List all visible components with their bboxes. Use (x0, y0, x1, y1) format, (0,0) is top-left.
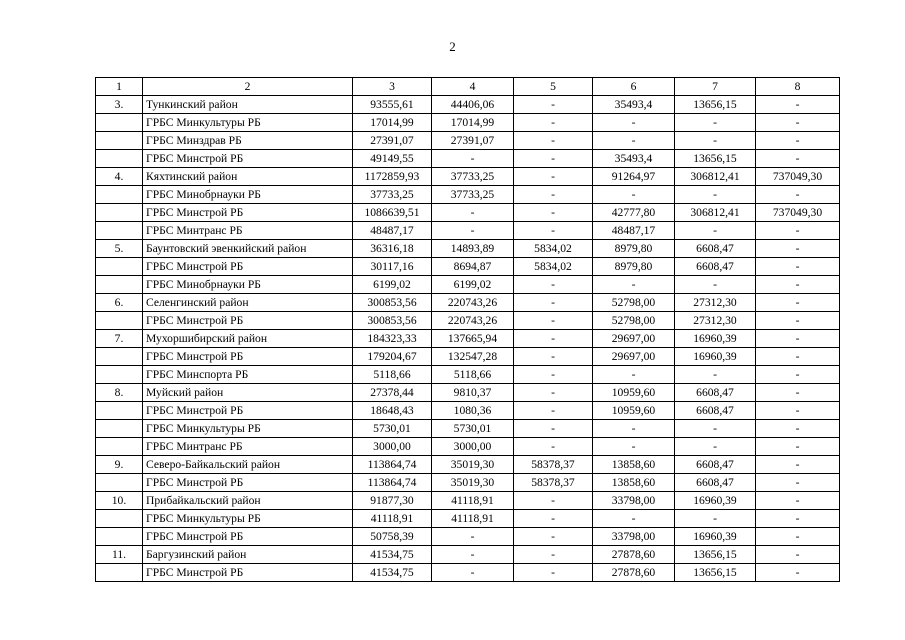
cell-col5: - (514, 114, 593, 132)
cell-col3: 179204,67 (353, 348, 432, 366)
cell-col5: - (514, 528, 593, 546)
cell-col6: 10959,60 (593, 384, 675, 402)
cell-col8: - (756, 456, 840, 474)
cell-col3: 113864,74 (353, 456, 432, 474)
cell-col7: - (675, 222, 756, 240)
cell-col8: - (756, 312, 840, 330)
row-number (96, 564, 143, 582)
row-name: Прибайкальский район (143, 492, 353, 510)
cell-col4: 14893,89 (432, 240, 514, 258)
cell-col8: - (756, 492, 840, 510)
cell-col4: 132547,28 (432, 348, 514, 366)
table-row (96, 294, 840, 312)
cell-col7: - (675, 186, 756, 204)
table-body (96, 78, 840, 582)
cell-col7: 6608,47 (675, 474, 756, 492)
cell-col7: 13656,15 (675, 150, 756, 168)
table-row (96, 384, 840, 402)
table-row (96, 240, 840, 258)
cell-col8: - (756, 186, 840, 204)
row-name: Тункинский район (143, 96, 353, 114)
cell-col6: - (593, 510, 675, 528)
row-number (96, 402, 143, 420)
row-name: ГРБС Минкультуры РБ (143, 114, 353, 132)
cell-col5: - (514, 96, 593, 114)
cell-col6: 33798,00 (593, 492, 675, 510)
cell-col4: 8694,87 (432, 258, 514, 276)
cell-col8: - (756, 330, 840, 348)
row-name: ГРБС Минстрой РБ (143, 402, 353, 420)
cell-col4: - (432, 150, 514, 168)
table-row (96, 114, 840, 132)
row-name: ГРБС Минстрой РБ (143, 528, 353, 546)
cell-col6: 35493,4 (593, 96, 675, 114)
table-header-row (96, 78, 840, 96)
cell-col3: 3000,00 (353, 438, 432, 456)
table-row (96, 366, 840, 384)
row-number: 8. (96, 384, 143, 402)
row-number (96, 510, 143, 528)
row-number: 4. (96, 168, 143, 186)
cell-col6: 27878,60 (593, 546, 675, 564)
row-name: ГРБС Минспорта РБ (143, 366, 353, 384)
cell-col7: 6608,47 (675, 240, 756, 258)
cell-col7: - (675, 132, 756, 150)
row-number (96, 348, 143, 366)
cell-col5: - (514, 420, 593, 438)
row-number (96, 132, 143, 150)
table-row (96, 150, 840, 168)
cell-col6: 29697,00 (593, 330, 675, 348)
row-number (96, 186, 143, 204)
cell-col3: 27391,07 (353, 132, 432, 150)
cell-col3: 300853,56 (353, 312, 432, 330)
table-row (96, 474, 840, 492)
cell-col3: 113864,74 (353, 474, 432, 492)
cell-col5: - (514, 492, 593, 510)
row-number (96, 150, 143, 168)
cell-col7: 13656,15 (675, 564, 756, 582)
row-number (96, 114, 143, 132)
row-name: ГРБС Минздрав РБ (143, 132, 353, 150)
cell-col8: - (756, 348, 840, 366)
cell-col5: - (514, 186, 593, 204)
column-header: 1 (96, 78, 143, 96)
cell-col3: 36316,18 (353, 240, 432, 258)
cell-col5: - (514, 294, 593, 312)
cell-col6: 10959,60 (593, 402, 675, 420)
table-row (96, 168, 840, 186)
cell-col6: - (593, 438, 675, 456)
cell-col7: - (675, 510, 756, 528)
row-name: ГРБС Минстрой РБ (143, 348, 353, 366)
cell-col3: 41534,75 (353, 564, 432, 582)
cell-col8: - (756, 294, 840, 312)
cell-col7: 6608,47 (675, 258, 756, 276)
cell-col4: 1080,36 (432, 402, 514, 420)
cell-col3: 17014,99 (353, 114, 432, 132)
cell-col4: 27391,07 (432, 132, 514, 150)
cell-col5: 58378,37 (514, 474, 593, 492)
row-name: Мухоршибирский район (143, 330, 353, 348)
cell-col4: 6199,02 (432, 276, 514, 294)
cell-col5: - (514, 330, 593, 348)
column-header: 6 (593, 78, 675, 96)
cell-col8: - (756, 438, 840, 456)
cell-col4: 44406,06 (432, 96, 514, 114)
cell-col5: - (514, 276, 593, 294)
row-number: 9. (96, 456, 143, 474)
cell-col3: 48487,17 (353, 222, 432, 240)
cell-col3: 91877,30 (353, 492, 432, 510)
cell-col8: - (756, 150, 840, 168)
table-row (96, 348, 840, 366)
row-number (96, 204, 143, 222)
table-row (96, 564, 840, 582)
cell-col4: - (432, 564, 514, 582)
cell-col7: - (675, 420, 756, 438)
cell-col7: 27312,30 (675, 294, 756, 312)
cell-col6: 27878,60 (593, 564, 675, 582)
cell-col6: 29697,00 (593, 348, 675, 366)
column-header: 8 (756, 78, 840, 96)
cell-col3: 41118,91 (353, 510, 432, 528)
cell-col4: 35019,30 (432, 456, 514, 474)
cell-col4: 5118,66 (432, 366, 514, 384)
cell-col8: - (756, 222, 840, 240)
cell-col4: 37733,25 (432, 168, 514, 186)
row-name: ГРБС Минстрой РБ (143, 564, 353, 582)
cell-col8: - (756, 420, 840, 438)
cell-col6: - (593, 366, 675, 384)
cell-col5: - (514, 348, 593, 366)
cell-col7: - (675, 438, 756, 456)
cell-col8: - (756, 546, 840, 564)
table-row (96, 420, 840, 438)
column-header: 3 (353, 78, 432, 96)
cell-col6: - (593, 186, 675, 204)
cell-col8: 737049,30 (756, 168, 840, 186)
table-row (96, 258, 840, 276)
cell-col8: - (756, 276, 840, 294)
row-name: ГРБС Минстрой РБ (143, 258, 353, 276)
cell-col6: 91264,97 (593, 168, 675, 186)
table-row (96, 330, 840, 348)
row-name: ГРБС Минобрнауки РБ (143, 276, 353, 294)
cell-col6: 13858,60 (593, 456, 675, 474)
cell-col5: 5834,02 (514, 240, 593, 258)
cell-col7: 16960,39 (675, 330, 756, 348)
cell-col4: 37733,25 (432, 186, 514, 204)
cell-col3: 18648,43 (353, 402, 432, 420)
column-header: 7 (675, 78, 756, 96)
row-name: Селенгинский район (143, 294, 353, 312)
cell-col6: 35493,4 (593, 150, 675, 168)
row-number (96, 438, 143, 456)
cell-col4: 137665,94 (432, 330, 514, 348)
cell-col6: 8979,80 (593, 258, 675, 276)
cell-col5: - (514, 564, 593, 582)
cell-col4: 41118,91 (432, 492, 514, 510)
cell-col6: - (593, 276, 675, 294)
row-name: Баунтовский эвенкийский район (143, 240, 353, 258)
row-name: ГРБС Минтранс РБ (143, 438, 353, 456)
cell-col8: - (756, 240, 840, 258)
cell-col8: - (756, 510, 840, 528)
row-name: ГРБС Минстрой РБ (143, 312, 353, 330)
cell-col4: - (432, 222, 514, 240)
row-number (96, 420, 143, 438)
row-number: 7. (96, 330, 143, 348)
cell-col7: 13656,15 (675, 96, 756, 114)
cell-col6: 13858,60 (593, 474, 675, 492)
row-number: 5. (96, 240, 143, 258)
page-number: 2 (449, 39, 456, 54)
cell-col4: 35019,30 (432, 474, 514, 492)
cell-col4: 41118,91 (432, 510, 514, 528)
cell-col5: - (514, 132, 593, 150)
cell-col6: 42777,80 (593, 204, 675, 222)
row-name: ГРБС Минтранс РБ (143, 222, 353, 240)
table-row (96, 510, 840, 528)
cell-col8: - (756, 258, 840, 276)
cell-col8: - (756, 366, 840, 384)
cell-col7: 13656,15 (675, 546, 756, 564)
cell-col4: - (432, 204, 514, 222)
row-number (96, 528, 143, 546)
cell-col7: - (675, 276, 756, 294)
cell-col8: - (756, 564, 840, 582)
cell-col7: 16960,39 (675, 528, 756, 546)
cell-col3: 300853,56 (353, 294, 432, 312)
row-number (96, 258, 143, 276)
table-row (96, 132, 840, 150)
row-number (96, 366, 143, 384)
cell-col5: - (514, 438, 593, 456)
cell-col3: 37733,25 (353, 186, 432, 204)
cell-col3: 184323,33 (353, 330, 432, 348)
row-number (96, 474, 143, 492)
cell-col8: - (756, 114, 840, 132)
cell-col6: 48487,17 (593, 222, 675, 240)
budget-table (95, 77, 840, 582)
row-name: ГРБС Минстрой РБ (143, 150, 353, 168)
cell-col3: 1086639,51 (353, 204, 432, 222)
cell-col4: 5730,01 (432, 420, 514, 438)
column-header: 2 (143, 78, 353, 96)
cell-col3: 93555,61 (353, 96, 432, 114)
row-number: 6. (96, 294, 143, 312)
cell-col7: - (675, 366, 756, 384)
row-name: Северо-Байкальский район (143, 456, 353, 474)
cell-col5: - (514, 366, 593, 384)
cell-col4: 17014,99 (432, 114, 514, 132)
cell-col4: 220743,26 (432, 312, 514, 330)
cell-col3: 6199,02 (353, 276, 432, 294)
cell-col4: - (432, 528, 514, 546)
cell-col7: 16960,39 (675, 492, 756, 510)
row-number: 11. (96, 546, 143, 564)
cell-col7: 306812,41 (675, 168, 756, 186)
cell-col8: - (756, 474, 840, 492)
cell-col3: 5118,66 (353, 366, 432, 384)
table-row (96, 402, 840, 420)
cell-col7: 6608,47 (675, 384, 756, 402)
cell-col6: 52798,00 (593, 312, 675, 330)
table-row (96, 186, 840, 204)
cell-col5: - (514, 402, 593, 420)
cell-col5: - (514, 312, 593, 330)
column-header: 5 (514, 78, 593, 96)
cell-col5: 5834,02 (514, 258, 593, 276)
cell-col3: 27378,44 (353, 384, 432, 402)
cell-col6: - (593, 114, 675, 132)
table-row (96, 546, 840, 564)
row-number (96, 276, 143, 294)
cell-col3: 49149,55 (353, 150, 432, 168)
row-number (96, 222, 143, 240)
table-row (96, 276, 840, 294)
cell-col6: 33798,00 (593, 528, 675, 546)
cell-col7: 27312,30 (675, 312, 756, 330)
row-name: Баргузинский район (143, 546, 353, 564)
row-name: Кяхтинский район (143, 168, 353, 186)
cell-col8: - (756, 528, 840, 546)
cell-col6: 52798,00 (593, 294, 675, 312)
row-number: 3. (96, 96, 143, 114)
table-row (96, 456, 840, 474)
table-row (96, 528, 840, 546)
cell-col3: 30117,16 (353, 258, 432, 276)
row-name: ГРБС Минкультуры РБ (143, 420, 353, 438)
cell-col4: 9810,37 (432, 384, 514, 402)
cell-col8: - (756, 96, 840, 114)
cell-col5: - (514, 510, 593, 528)
cell-col5: - (514, 204, 593, 222)
table-row (96, 222, 840, 240)
cell-col6: 8979,80 (593, 240, 675, 258)
cell-col3: 50758,39 (353, 528, 432, 546)
cell-col3: 5730,01 (353, 420, 432, 438)
cell-col3: 1172859,93 (353, 168, 432, 186)
cell-col6: - (593, 132, 675, 150)
cell-col3: 41534,75 (353, 546, 432, 564)
cell-col4: 3000,00 (432, 438, 514, 456)
table-row (96, 492, 840, 510)
table-row (96, 96, 840, 114)
table-row (96, 312, 840, 330)
row-number: 10. (96, 492, 143, 510)
cell-col5: 58378,37 (514, 456, 593, 474)
table-row (96, 438, 840, 456)
cell-col7: 6608,47 (675, 402, 756, 420)
cell-col6: - (593, 420, 675, 438)
cell-col5: - (514, 168, 593, 186)
cell-col8: - (756, 402, 840, 420)
cell-col5: - (514, 222, 593, 240)
row-name: ГРБС Минобрнауки РБ (143, 186, 353, 204)
cell-col4: - (432, 546, 514, 564)
row-name: ГРБС Минстрой РБ (143, 204, 353, 222)
row-name: ГРБС Минкультуры РБ (143, 510, 353, 528)
row-number (96, 312, 143, 330)
cell-col7: 6608,47 (675, 456, 756, 474)
cell-col7: 306812,41 (675, 204, 756, 222)
cell-col5: - (514, 546, 593, 564)
cell-col7: - (675, 114, 756, 132)
row-name: Муйский район (143, 384, 353, 402)
cell-col5: - (514, 384, 593, 402)
cell-col4: 220743,26 (432, 294, 514, 312)
cell-col7: 16960,39 (675, 348, 756, 366)
cell-col8: - (756, 132, 840, 150)
cell-col8: - (756, 384, 840, 402)
cell-col5: - (514, 150, 593, 168)
column-header: 4 (432, 78, 514, 96)
cell-col8: 737049,30 (756, 204, 840, 222)
row-name: ГРБС Минстрой РБ (143, 474, 353, 492)
table-row (96, 204, 840, 222)
